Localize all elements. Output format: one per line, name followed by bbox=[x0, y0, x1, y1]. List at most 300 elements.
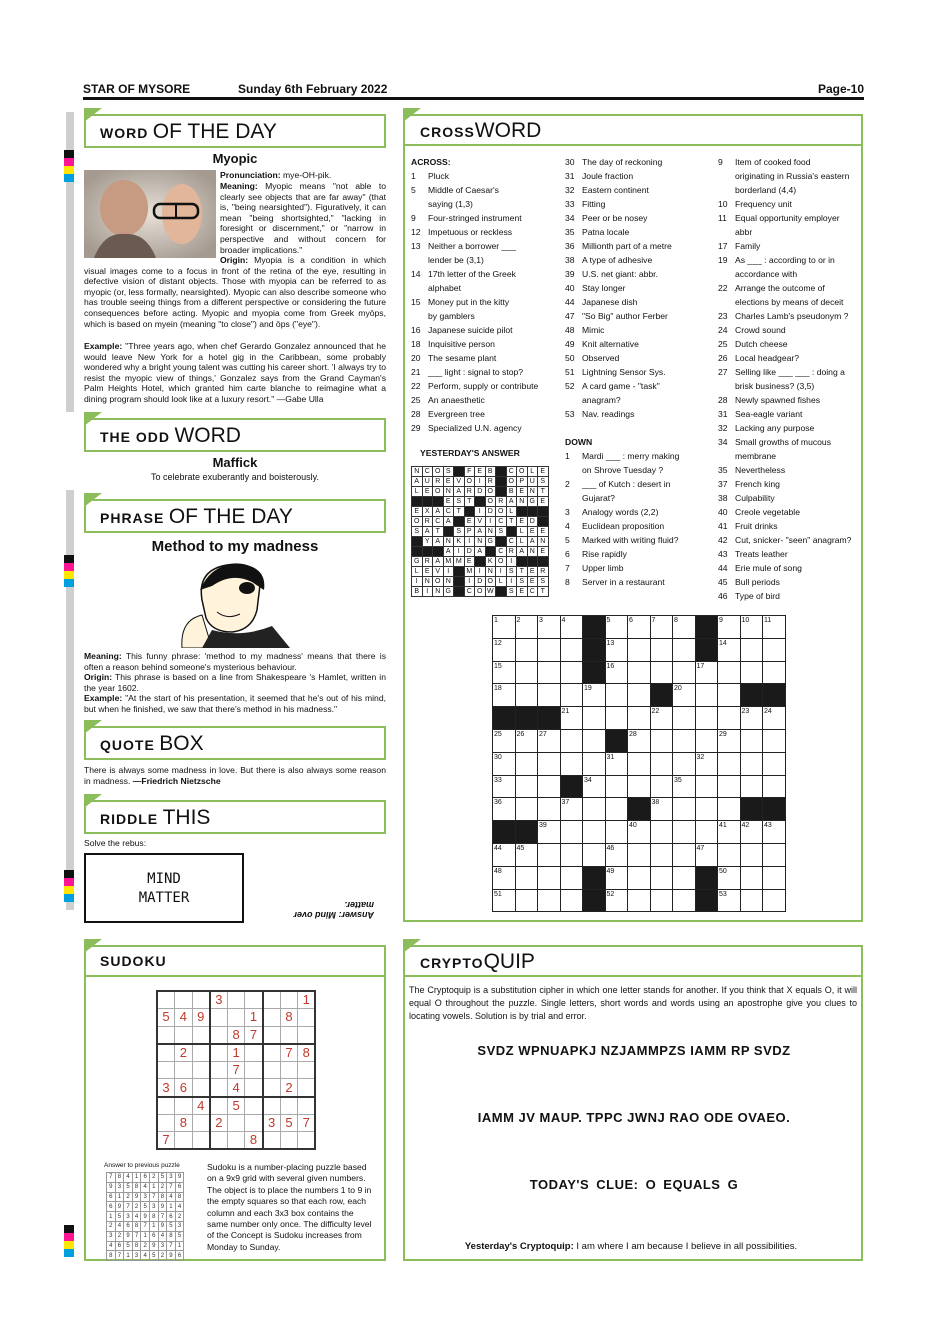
page-header bbox=[83, 80, 864, 100]
crossword-cell[interactable]: 32 bbox=[695, 752, 718, 775]
clue-item bbox=[565, 491, 715, 505]
sudoku-cell[interactable] bbox=[245, 1079, 263, 1097]
crossword-cell[interactable] bbox=[763, 866, 786, 889]
answer-cell: A bbox=[475, 547, 486, 557]
clue-item bbox=[718, 575, 860, 589]
sudoku-cell[interactable] bbox=[192, 1026, 210, 1044]
crossword-cell[interactable] bbox=[673, 798, 696, 821]
clue-text: Dutch cheese bbox=[735, 339, 788, 349]
sudoku-cell[interactable] bbox=[157, 1026, 175, 1044]
crossword-cell[interactable] bbox=[673, 866, 696, 889]
sudoku-cell[interactable]: 4 bbox=[227, 1079, 245, 1097]
sudoku-cell[interactable]: 8 bbox=[175, 1114, 193, 1132]
clue-number: 37 bbox=[718, 479, 728, 489]
crossword-cell[interactable] bbox=[718, 775, 741, 798]
crossword-cell[interactable]: 23 bbox=[740, 707, 763, 730]
sudoku-cell[interactable] bbox=[263, 1132, 281, 1150]
answer-cell: T bbox=[433, 527, 444, 537]
crossword-cell[interactable] bbox=[650, 843, 673, 866]
crossword-cell[interactable]: 47 bbox=[695, 843, 718, 866]
sudoku-answer-label: Answer to previous puzzle bbox=[104, 1162, 180, 1169]
crossword-cell[interactable] bbox=[673, 638, 696, 661]
clue-text: Mimic bbox=[582, 325, 605, 335]
crossword-cell[interactable]: 17 bbox=[695, 661, 718, 684]
crossword-cell[interactable] bbox=[673, 889, 696, 912]
crossword-cell[interactable]: 37 bbox=[560, 798, 583, 821]
crossword-cell[interactable] bbox=[538, 661, 561, 684]
crossword-cell[interactable]: 10 bbox=[740, 616, 763, 639]
black-cell bbox=[464, 507, 475, 517]
sudoku-answer-cell: 2 bbox=[175, 1212, 184, 1222]
crossword-cell[interactable]: 29 bbox=[718, 729, 741, 752]
crossword-cell[interactable] bbox=[628, 775, 651, 798]
corner-flag-icon bbox=[403, 108, 421, 122]
clue-number: 16 bbox=[411, 325, 421, 335]
sudoku-cell[interactable]: 5 bbox=[280, 1114, 298, 1132]
clue-item bbox=[411, 309, 559, 323]
crossword-cell[interactable] bbox=[763, 843, 786, 866]
sudoku-cell[interactable]: 7 bbox=[157, 1132, 175, 1150]
crossword-cell[interactable]: 36 bbox=[493, 798, 516, 821]
sudoku-answer-cell: 8 bbox=[115, 1173, 124, 1183]
crossword-cell[interactable]: 43 bbox=[763, 821, 786, 844]
crossword-cell[interactable] bbox=[628, 707, 651, 730]
word-of-day-meaning: Meaning: Myopic means "not able to clearly see objects that are far away" (that is, "being nearsighted"). Figuratively, it can mean "being shortsighted," "lacking in foresight or discernment," or "narrow in perspective and without concern for broader implications." bbox=[220, 181, 386, 255]
clue-item bbox=[565, 323, 715, 337]
sudoku-cell[interactable] bbox=[280, 1132, 298, 1150]
crossword-cell[interactable]: 44 bbox=[493, 843, 516, 866]
crossword-cell[interactable]: 31 bbox=[605, 752, 628, 775]
clue-text: Perform, supply or contribute bbox=[428, 381, 539, 391]
sudoku-cell[interactable] bbox=[192, 1061, 210, 1079]
crossword-cell[interactable]: 7 bbox=[650, 616, 673, 639]
crossword-cell[interactable] bbox=[740, 638, 763, 661]
crossword-cell[interactable] bbox=[605, 775, 628, 798]
sudoku-cell[interactable]: 7 bbox=[227, 1061, 245, 1079]
sudoku-answer-cell: 3 bbox=[167, 1173, 176, 1183]
crossword-cell[interactable]: 21 bbox=[560, 707, 583, 730]
answer-cell: A bbox=[506, 497, 517, 507]
sudoku-cell[interactable] bbox=[227, 991, 245, 1009]
crossword-cell[interactable] bbox=[583, 752, 606, 775]
clue-item bbox=[411, 365, 559, 379]
crossword-cell[interactable]: 9 bbox=[718, 616, 741, 639]
black-cell bbox=[650, 684, 673, 707]
crossword-cell[interactable]: 2 bbox=[515, 616, 538, 639]
crossword-cell[interactable] bbox=[673, 661, 696, 684]
crossword-cell[interactable]: 14 bbox=[718, 638, 741, 661]
sudoku-answer-cell: 5 bbox=[124, 1182, 133, 1192]
clue-text: Sea-eagle variant bbox=[735, 409, 803, 419]
sudoku-cell[interactable] bbox=[192, 1079, 210, 1097]
crossword-cell[interactable] bbox=[650, 866, 673, 889]
crossword-cell[interactable] bbox=[628, 661, 651, 684]
clue-item bbox=[565, 267, 715, 281]
crossword-cell[interactable]: 18 bbox=[493, 684, 516, 707]
sudoku-cell[interactable] bbox=[245, 1044, 263, 1062]
answer-cell: P bbox=[517, 477, 528, 487]
crossword-cell[interactable] bbox=[650, 821, 673, 844]
crossword-cell[interactable]: 6 bbox=[628, 616, 651, 639]
sudoku-cell[interactable] bbox=[157, 1061, 175, 1079]
crossword-cell[interactable]: 4 bbox=[560, 616, 583, 639]
crossword-cell[interactable]: 41 bbox=[718, 821, 741, 844]
crossword-cell[interactable] bbox=[583, 798, 606, 821]
crossword-cell[interactable]: 33 bbox=[493, 775, 516, 798]
crossword-cell[interactable]: 38 bbox=[650, 798, 673, 821]
sudoku-cell[interactable] bbox=[263, 1097, 281, 1115]
crossword-cell[interactable] bbox=[515, 798, 538, 821]
crossword-cell[interactable] bbox=[538, 684, 561, 707]
sudoku-cell[interactable]: 4 bbox=[192, 1097, 210, 1115]
crossword-cell[interactable] bbox=[650, 889, 673, 912]
crossword-cell[interactable] bbox=[763, 729, 786, 752]
crossword-cell[interactable] bbox=[763, 752, 786, 775]
sudoku-cell[interactable] bbox=[280, 1061, 298, 1079]
sudoku-cell[interactable] bbox=[298, 1079, 316, 1097]
crossword-cell[interactable] bbox=[740, 775, 763, 798]
crossword-cell[interactable] bbox=[695, 821, 718, 844]
clue-item bbox=[718, 323, 860, 337]
sudoku-cell[interactable]: 3 bbox=[210, 991, 228, 1009]
answer-cell: C bbox=[496, 517, 507, 527]
odd-word-meaning: To celebrate exuberantly and boisterously. bbox=[151, 472, 319, 482]
answer-cell: D bbox=[464, 547, 475, 557]
crossword-cell[interactable]: 46 bbox=[605, 843, 628, 866]
sudoku-cell[interactable] bbox=[210, 1132, 228, 1150]
crossword-cell[interactable] bbox=[695, 775, 718, 798]
sudoku-cell[interactable] bbox=[245, 1061, 263, 1079]
crossword-cell[interactable] bbox=[718, 843, 741, 866]
sudoku-cell[interactable]: 9 bbox=[192, 1009, 210, 1027]
crossword-cell[interactable] bbox=[583, 843, 606, 866]
sudoku-cell[interactable] bbox=[263, 991, 281, 1009]
sudoku-cell[interactable] bbox=[298, 1132, 316, 1150]
crossword-cell[interactable] bbox=[538, 638, 561, 661]
sudoku-cell[interactable] bbox=[245, 1097, 263, 1115]
crossword-cell[interactable]: 15 bbox=[493, 661, 516, 684]
crossword-cell[interactable] bbox=[560, 752, 583, 775]
crossword-cell[interactable] bbox=[515, 775, 538, 798]
crossword-cell[interactable] bbox=[605, 684, 628, 707]
clue-item bbox=[718, 253, 860, 267]
black-cell bbox=[527, 557, 538, 567]
sudoku-cell[interactable] bbox=[263, 1044, 281, 1062]
crossword-cell[interactable] bbox=[538, 843, 561, 866]
sudoku-cell[interactable]: 2 bbox=[280, 1079, 298, 1097]
crossword-cell[interactable]: 19 bbox=[583, 684, 606, 707]
sudoku-cell[interactable]: 8 bbox=[280, 1009, 298, 1027]
sudoku-cell[interactable] bbox=[210, 1009, 228, 1027]
crossword-cell[interactable] bbox=[763, 638, 786, 661]
crossword-cell[interactable] bbox=[538, 775, 561, 798]
crossword-cell[interactable]: 26 bbox=[515, 729, 538, 752]
clue-number bbox=[718, 183, 735, 197]
sudoku-cell[interactable]: 3 bbox=[263, 1114, 281, 1132]
crossword-cell[interactable]: 11 bbox=[763, 616, 786, 639]
crossword-cell[interactable] bbox=[718, 798, 741, 821]
crossword-cell[interactable] bbox=[740, 866, 763, 889]
crossword-cell[interactable] bbox=[515, 661, 538, 684]
black-cell bbox=[422, 547, 433, 557]
clue-number: 31 bbox=[718, 409, 728, 419]
crossword-cell[interactable] bbox=[673, 752, 696, 775]
sudoku-cell[interactable] bbox=[263, 1079, 281, 1097]
crossword-cell[interactable] bbox=[650, 638, 673, 661]
crossword-cell[interactable]: 45 bbox=[515, 843, 538, 866]
sudoku-cell[interactable] bbox=[175, 1097, 193, 1115]
sudoku-cell[interactable]: 5 bbox=[157, 1009, 175, 1027]
crossword-cell[interactable] bbox=[740, 843, 763, 866]
crossword-cell[interactable]: 42 bbox=[740, 821, 763, 844]
clue-text: Nav. readings bbox=[582, 409, 635, 419]
crossword-cell[interactable]: 1 bbox=[493, 616, 516, 639]
crossword-cell[interactable] bbox=[718, 684, 741, 707]
crossword-cell[interactable] bbox=[650, 775, 673, 798]
crossword-cell[interactable]: 5 bbox=[605, 616, 628, 639]
crossword-cell[interactable]: 12 bbox=[493, 638, 516, 661]
black-cell bbox=[517, 557, 528, 567]
crossword-cell[interactable]: 51 bbox=[493, 889, 516, 912]
crossword-cell[interactable] bbox=[538, 889, 561, 912]
crossword-cell[interactable] bbox=[673, 821, 696, 844]
sudoku-cell[interactable] bbox=[210, 1044, 228, 1062]
crossword-cell[interactable] bbox=[740, 729, 763, 752]
clue-item bbox=[565, 239, 715, 253]
crossword-cell[interactable]: 24 bbox=[763, 707, 786, 730]
sudoku-cell[interactable]: 4 bbox=[175, 1009, 193, 1027]
sudoku-cell[interactable]: 3 bbox=[157, 1079, 175, 1097]
crossword-cell[interactable] bbox=[560, 866, 583, 889]
sudoku-cell[interactable] bbox=[192, 1114, 210, 1132]
crossword-cell[interactable]: 3 bbox=[538, 616, 561, 639]
sudoku-cell[interactable] bbox=[175, 991, 193, 1009]
crossword-cell[interactable] bbox=[695, 707, 718, 730]
crossword-cell[interactable] bbox=[628, 752, 651, 775]
sudoku-answer-cell: 5 bbox=[158, 1173, 167, 1183]
crossword-cell[interactable] bbox=[605, 798, 628, 821]
sudoku-cell[interactable]: 7 bbox=[245, 1026, 263, 1044]
sudoku-cell[interactable] bbox=[263, 1009, 281, 1027]
crossword-cell[interactable] bbox=[515, 684, 538, 707]
sudoku-cell[interactable] bbox=[210, 1079, 228, 1097]
crossword-cell[interactable] bbox=[695, 684, 718, 707]
sudoku-cell[interactable]: 8 bbox=[245, 1132, 263, 1150]
crossword-cell[interactable] bbox=[605, 707, 628, 730]
sudoku-cell[interactable] bbox=[157, 991, 175, 1009]
crossword-cell[interactable]: 40 bbox=[628, 821, 651, 844]
sudoku-cell[interactable]: 1 bbox=[245, 1009, 263, 1027]
answer-cell: A bbox=[443, 547, 454, 557]
crossword-cell[interactable] bbox=[515, 752, 538, 775]
crossword-cell[interactable] bbox=[650, 752, 673, 775]
sudoku-cell[interactable]: 6 bbox=[175, 1079, 193, 1097]
sudoku-cell[interactable] bbox=[175, 1061, 193, 1079]
sudoku-answer-cell: 9 bbox=[175, 1173, 184, 1183]
sudoku-cell[interactable] bbox=[298, 1026, 316, 1044]
clue-item bbox=[411, 225, 559, 239]
crossword-cell[interactable]: 20 bbox=[673, 684, 696, 707]
crossword-cell[interactable]: 8 bbox=[673, 616, 696, 639]
crossword-cell[interactable]: 49 bbox=[605, 866, 628, 889]
crossword-cell[interactable] bbox=[673, 707, 696, 730]
crossword-cell[interactable] bbox=[560, 889, 583, 912]
crossword-cell[interactable] bbox=[740, 661, 763, 684]
sudoku-cell[interactable]: 2 bbox=[210, 1114, 228, 1132]
crossword-cell[interactable] bbox=[650, 661, 673, 684]
sudoku-cell[interactable]: 8 bbox=[227, 1026, 245, 1044]
sudoku-cell[interactable]: 5 bbox=[227, 1097, 245, 1115]
sudoku-cell[interactable] bbox=[227, 1114, 245, 1132]
clue-item bbox=[718, 365, 860, 379]
crossword-cell[interactable] bbox=[515, 889, 538, 912]
crossword-cell[interactable] bbox=[718, 752, 741, 775]
crossword-cell[interactable]: 27 bbox=[538, 729, 561, 752]
crossword-cell[interactable] bbox=[763, 661, 786, 684]
crossword-cell[interactable] bbox=[763, 775, 786, 798]
crossword-cell[interactable]: 34 bbox=[583, 775, 606, 798]
sudoku-cell[interactable]: 7 bbox=[298, 1114, 316, 1132]
crossword-cell[interactable] bbox=[718, 707, 741, 730]
crossword-cell[interactable] bbox=[560, 729, 583, 752]
crossword-cell[interactable] bbox=[538, 752, 561, 775]
clue-item bbox=[718, 267, 860, 281]
sudoku-cell[interactable] bbox=[210, 1061, 228, 1079]
crossword-cell[interactable] bbox=[538, 866, 561, 889]
answer-cell: T bbox=[538, 587, 549, 597]
crossword-cell[interactable] bbox=[560, 821, 583, 844]
sudoku-cell[interactable] bbox=[245, 991, 263, 1009]
clue-number: 45 bbox=[718, 577, 728, 587]
crossword-cell[interactable]: 25 bbox=[493, 729, 516, 752]
crossword-cell[interactable] bbox=[695, 729, 718, 752]
sudoku-cell[interactable] bbox=[280, 1097, 298, 1115]
sudoku-cell[interactable] bbox=[263, 1061, 281, 1079]
crossword-cell[interactable]: 52 bbox=[605, 889, 628, 912]
crossword-cell[interactable] bbox=[628, 866, 651, 889]
crossword-cell[interactable]: 22 bbox=[650, 707, 673, 730]
answer-cell: S bbox=[412, 527, 423, 537]
clue-text: Eastern continent bbox=[582, 185, 649, 195]
crossword-cell[interactable] bbox=[628, 638, 651, 661]
sudoku-cell[interactable] bbox=[157, 1097, 175, 1115]
crossword-cell[interactable] bbox=[538, 798, 561, 821]
sudoku-cell[interactable] bbox=[175, 1132, 193, 1150]
crossword-cell[interactable] bbox=[695, 798, 718, 821]
answer-cell: R bbox=[538, 567, 549, 577]
answer-cell: M bbox=[443, 557, 454, 567]
clue-text: borderland (4,4) bbox=[735, 185, 797, 195]
sudoku-cell[interactable]: 1 bbox=[298, 991, 316, 1009]
sudoku-answer-cell: 4 bbox=[132, 1212, 141, 1222]
black-cell bbox=[475, 497, 486, 507]
crossword-cell[interactable] bbox=[650, 729, 673, 752]
crossword-cell[interactable] bbox=[560, 843, 583, 866]
sudoku-cell[interactable]: 8 bbox=[298, 1044, 316, 1062]
clue-item bbox=[565, 169, 715, 183]
sudoku-cell[interactable] bbox=[210, 1026, 228, 1044]
crossword-cell[interactable] bbox=[583, 729, 606, 752]
sudoku-cell[interactable]: 2 bbox=[175, 1044, 193, 1062]
crossword-cell[interactable]: 39 bbox=[538, 821, 561, 844]
answer-cell: N bbox=[475, 537, 486, 547]
sudoku-cell[interactable]: 7 bbox=[280, 1044, 298, 1062]
crossword-cell[interactable]: 16 bbox=[605, 661, 628, 684]
clue-item bbox=[411, 379, 559, 393]
answer-cell: A bbox=[527, 537, 538, 547]
crossword-cell[interactable] bbox=[628, 684, 651, 707]
crossword-cell[interactable] bbox=[605, 821, 628, 844]
sudoku-cell[interactable]: 1 bbox=[227, 1044, 245, 1062]
sudoku-cell[interactable] bbox=[157, 1114, 175, 1132]
crossword-cell[interactable]: 50 bbox=[718, 866, 741, 889]
sudoku-cell[interactable] bbox=[280, 1026, 298, 1044]
answer-cell: C bbox=[464, 587, 475, 597]
clue-item bbox=[565, 533, 715, 547]
crossword-cell[interactable] bbox=[628, 889, 651, 912]
crossword-cell[interactable]: 48 bbox=[493, 866, 516, 889]
crossword-cell[interactable]: 28 bbox=[628, 729, 651, 752]
black-cell bbox=[538, 557, 549, 567]
clue-text: Item of cooked food bbox=[735, 157, 811, 167]
answer-cell: L bbox=[506, 507, 517, 517]
crossword-cell[interactable]: 30 bbox=[493, 752, 516, 775]
crossword-cell[interactable]: 13 bbox=[605, 638, 628, 661]
sudoku-cell[interactable] bbox=[192, 1044, 210, 1062]
sudoku-cell[interactable] bbox=[227, 1009, 245, 1027]
sudoku-cell[interactable] bbox=[298, 1097, 316, 1115]
crossword-cell[interactable] bbox=[740, 752, 763, 775]
crossword-cell[interactable] bbox=[740, 889, 763, 912]
answer-cell: I bbox=[475, 477, 486, 487]
crossword-cell[interactable] bbox=[673, 843, 696, 866]
crossword-cell[interactable]: 53 bbox=[718, 889, 741, 912]
sudoku-cell[interactable] bbox=[227, 1132, 245, 1150]
sudoku-cell[interactable] bbox=[175, 1026, 193, 1044]
clue-text: abbr bbox=[735, 227, 753, 237]
sudoku-cell[interactable] bbox=[245, 1114, 263, 1132]
crossword-cell[interactable] bbox=[515, 866, 538, 889]
crossword-cell[interactable]: 35 bbox=[673, 775, 696, 798]
crossword-cell[interactable] bbox=[583, 707, 606, 730]
crossword-cell[interactable] bbox=[628, 843, 651, 866]
corner-flag-icon bbox=[84, 939, 102, 953]
crossword-cell[interactable] bbox=[673, 729, 696, 752]
sudoku-cell[interactable] bbox=[157, 1044, 175, 1062]
crossword-cell[interactable] bbox=[515, 638, 538, 661]
sudoku-cell[interactable] bbox=[192, 1132, 210, 1150]
answer-cell: C bbox=[506, 467, 517, 477]
cryptoquip-clue: TODAY'S CLUE: O EQUALS G bbox=[529, 1177, 739, 1192]
crossword-cell[interactable] bbox=[763, 889, 786, 912]
crossword-cell[interactable] bbox=[560, 684, 583, 707]
sudoku-cell[interactable] bbox=[192, 991, 210, 1009]
corner-flag-icon bbox=[403, 939, 421, 953]
sudoku-cell[interactable] bbox=[280, 991, 298, 1009]
sudoku-cell[interactable] bbox=[210, 1097, 228, 1115]
crossword-cell[interactable] bbox=[560, 661, 583, 684]
answer-cell: R bbox=[433, 477, 444, 487]
clue-number bbox=[718, 295, 735, 309]
sudoku-cell[interactable] bbox=[263, 1026, 281, 1044]
sudoku-cell[interactable] bbox=[298, 1061, 316, 1079]
sudoku-cell[interactable] bbox=[298, 1009, 316, 1027]
crossword-cell[interactable] bbox=[560, 638, 583, 661]
crossword-cell[interactable] bbox=[583, 821, 606, 844]
crossword-cell[interactable] bbox=[718, 661, 741, 684]
clue-text: Marked with writing fluid? bbox=[582, 535, 679, 545]
clue-number: 26 bbox=[718, 353, 728, 363]
